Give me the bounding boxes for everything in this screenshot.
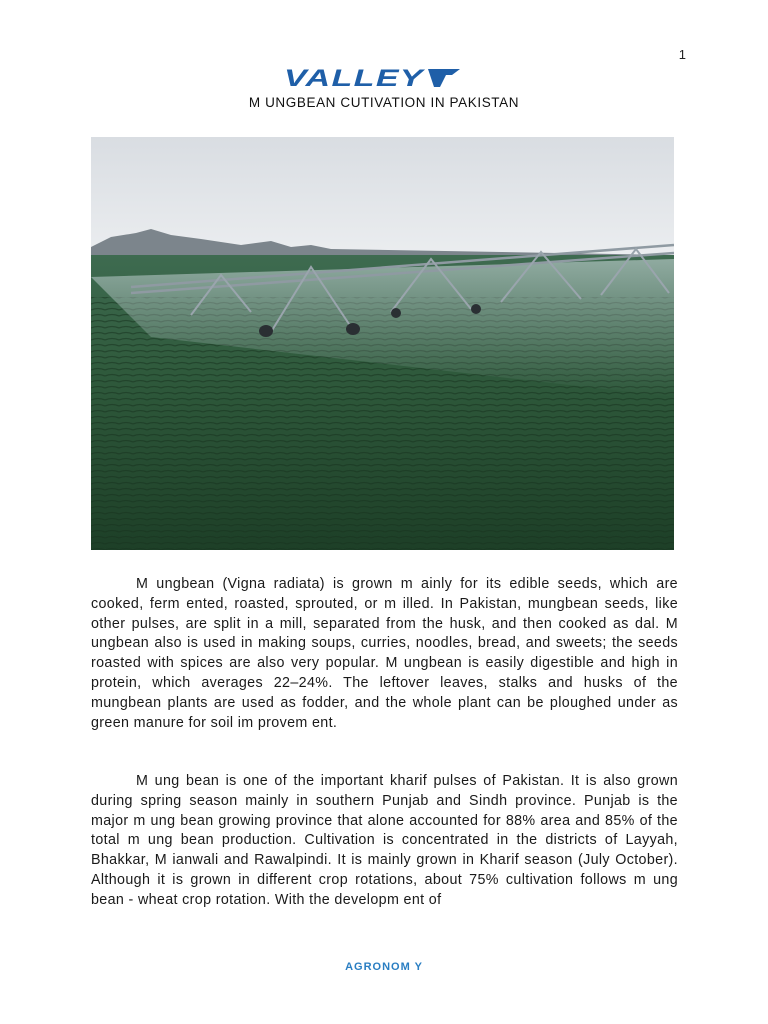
- irrigation-field-photo: [91, 137, 674, 550]
- paragraph-intro: [91, 575, 678, 733]
- valley-logo-emblem: [428, 69, 460, 87]
- paragraph-text: M ungbean (Vigna radiata) is grown m ainly for its edible seeds, which are cooked, ferm ented, roasted, sprouted, or m illed. In Pakistan, mungbean seeds, like other pulses, are split in a mill, separated from the husk, and then cooked as dal. M ungbean also is used in making soups, curries, noodles, bread, and sweets; the seeds roasted with spices are also very popular. M ungbean is easily digestible and high in protein, which averages 22–24%. The leftover leaves, stalks and husks of the mungbean plants are used as fodder, and the whole plant can be ploughed under as green manure for soil im provem ent.: [91, 576, 678, 731]
- valley-logo-wordmark: VALLEY: [284, 65, 426, 92]
- paragraph-text: M ung bean is one of the important kharif pulses of Pakistan. It is also grown during spring season mainly in southern Punjab and Sindh province. Punjab is the major m ung bean growing province that alone accounted for 88% area and 85% of the total m ung bean production. Cultivation is concentrated in the districts of Layyah, Bhakkar, M ianwali and Rawalpindi. It is mainly grown in Kharif season (July October). Although it is grown in different crop rotations, about 75% cultivation follows m ung bean - wheat crop rotation. With the developm ent of: [91, 773, 678, 908]
- paragraph-production: [91, 772, 678, 911]
- page-number: 1: [678, 47, 686, 62]
- valley-logo: [282, 63, 462, 93]
- page-footer: AGRONOM Y: [345, 961, 423, 973]
- document-title: M UNGBEAN CUTIVATION IN PAKISTAN: [248, 95, 520, 110]
